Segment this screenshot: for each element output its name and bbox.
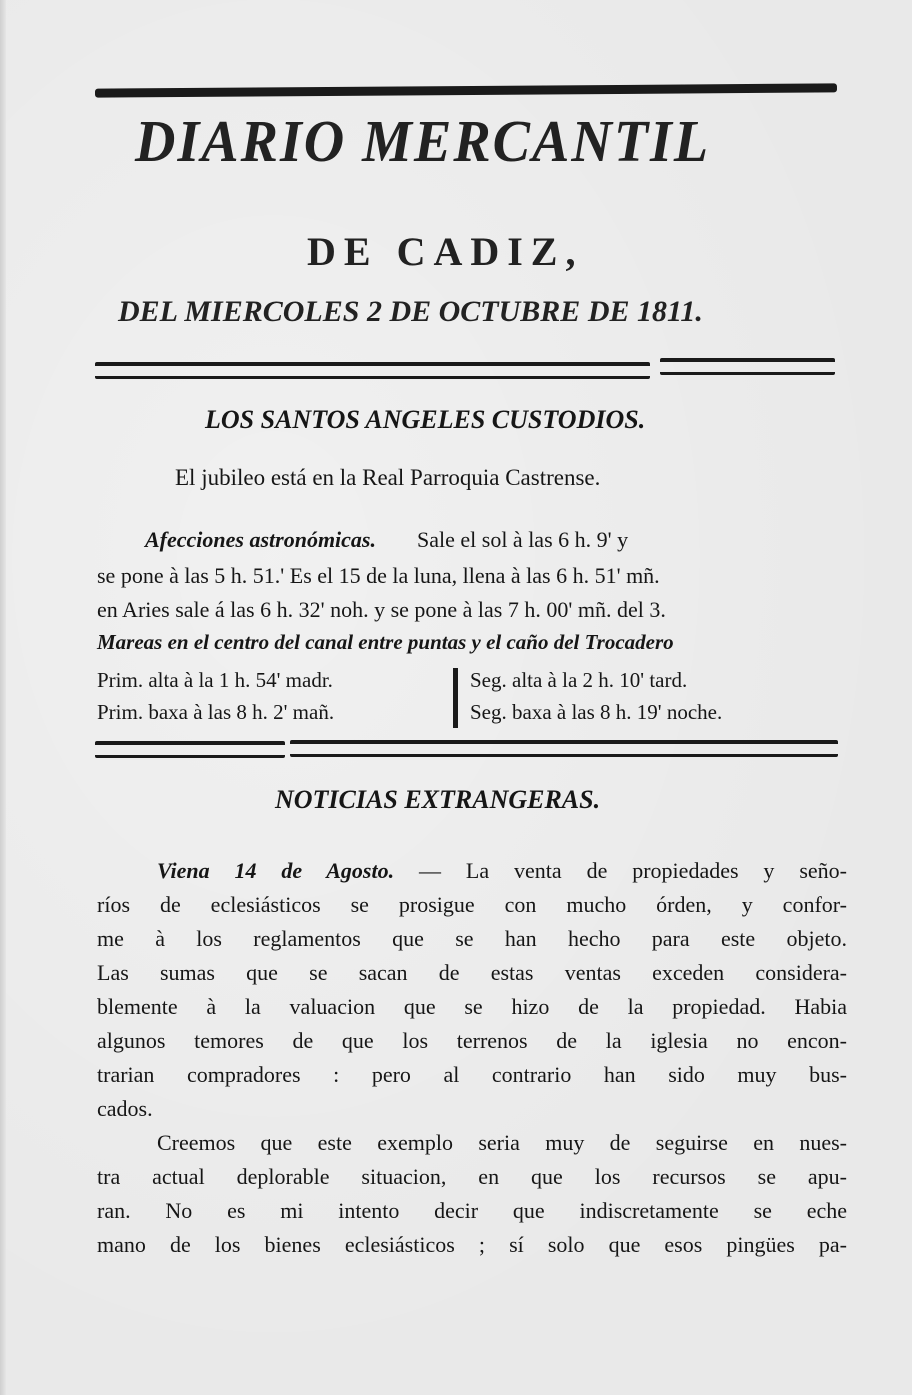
section-divider-left [95, 741, 285, 758]
news-p2-line-4: mano de los bienes eclesiásticos ; sí solo que esos pingües pa- [97, 1232, 847, 1257]
jubilee-notice: El jubileo está en la Real Parroquia Castrense. [175, 465, 601, 490]
news-p1-line-8: cados. [97, 1096, 153, 1121]
astronomy-text-1: Sale el sol à las 6 h. 9' y [417, 527, 629, 552]
news-p1-line-5: blemente à la valuacion que se hizo de la propiedad. Habia [97, 994, 847, 1019]
tide-first-low: Prim. baxa à las 8 h. 2' mañ. [97, 700, 335, 724]
news-p1-line-4: Las sumas que se sacan de estas ventas exceden considera- [97, 960, 847, 985]
news-p2-line-3: ran. No es mi intento decir que indiscretamente se eche [97, 1198, 847, 1223]
tides-heading: Mareas en el centro del canal entre puntas y el caño del Trocadero [97, 630, 674, 654]
news-heading: NOTICIAS EXTRANGERAS. [275, 785, 601, 814]
page-binding-edge [0, 0, 6, 1395]
masthead-divider-left [95, 362, 650, 379]
news-dateline: Viena 14 de Agosto. [157, 858, 395, 883]
news-p1-line-7: trarian compradores : pero al contrario han sido muy bus- [97, 1062, 847, 1087]
top-rule [95, 83, 837, 97]
news-p1-line-1 [157, 858, 847, 884]
astronomy-line-2: se pone à las 5 h. 51.' Es el 15 de la luna, llena à las 6 h. 51' mñ. [97, 563, 660, 588]
astronomy-label: Afecciones astronómicas. [145, 527, 376, 552]
masthead-divider-right [660, 358, 835, 375]
feast-heading: LOS SANTOS ANGELES CUSTODIOS. [205, 405, 646, 434]
news-p1-line-6: algunos temores de que los terrenos de la iglesia no encon- [97, 1028, 847, 1053]
news-p2-line-2: tra actual deplorable situacion, en que los recursos se apu- [97, 1164, 847, 1189]
astronomy-line-1 [145, 527, 628, 553]
section-divider-right [290, 740, 838, 757]
news-p1-line-2: ríos de eclesiásticos se prosigue con mucho órden, y confor- [97, 892, 847, 917]
astronomy-line-3: en Aries sale á las 6 h. 32' noh. y se pone à las 7 h. 00' mñ. del 3. [97, 597, 666, 622]
tide-column-divider [453, 668, 458, 728]
tide-first-high: Prim. alta à la 1 h. 54' madr. [97, 668, 333, 692]
masthead-dateline: DEL MIERCOLES 2 DE OCTUBRE DE 1811. [118, 295, 703, 328]
tide-second-high: Seg. alta à la 2 h. 10' tard. [470, 668, 688, 692]
news-p2-line-1: Creemos que este exemplo seria muy de seguirse en nues- [157, 1130, 847, 1155]
news-p1-text-1: — La venta de propiedades y seño- [419, 858, 847, 883]
tide-second-low: Seg. baxa à las 8 h. 19' noche. [470, 700, 723, 724]
masthead-title: DIARIO MERCANTIL [135, 109, 711, 175]
masthead-subtitle: DE CADIZ, [307, 229, 584, 274]
news-p1-line-3: me à los reglamentos que se han hecho para este objeto. [97, 926, 847, 951]
